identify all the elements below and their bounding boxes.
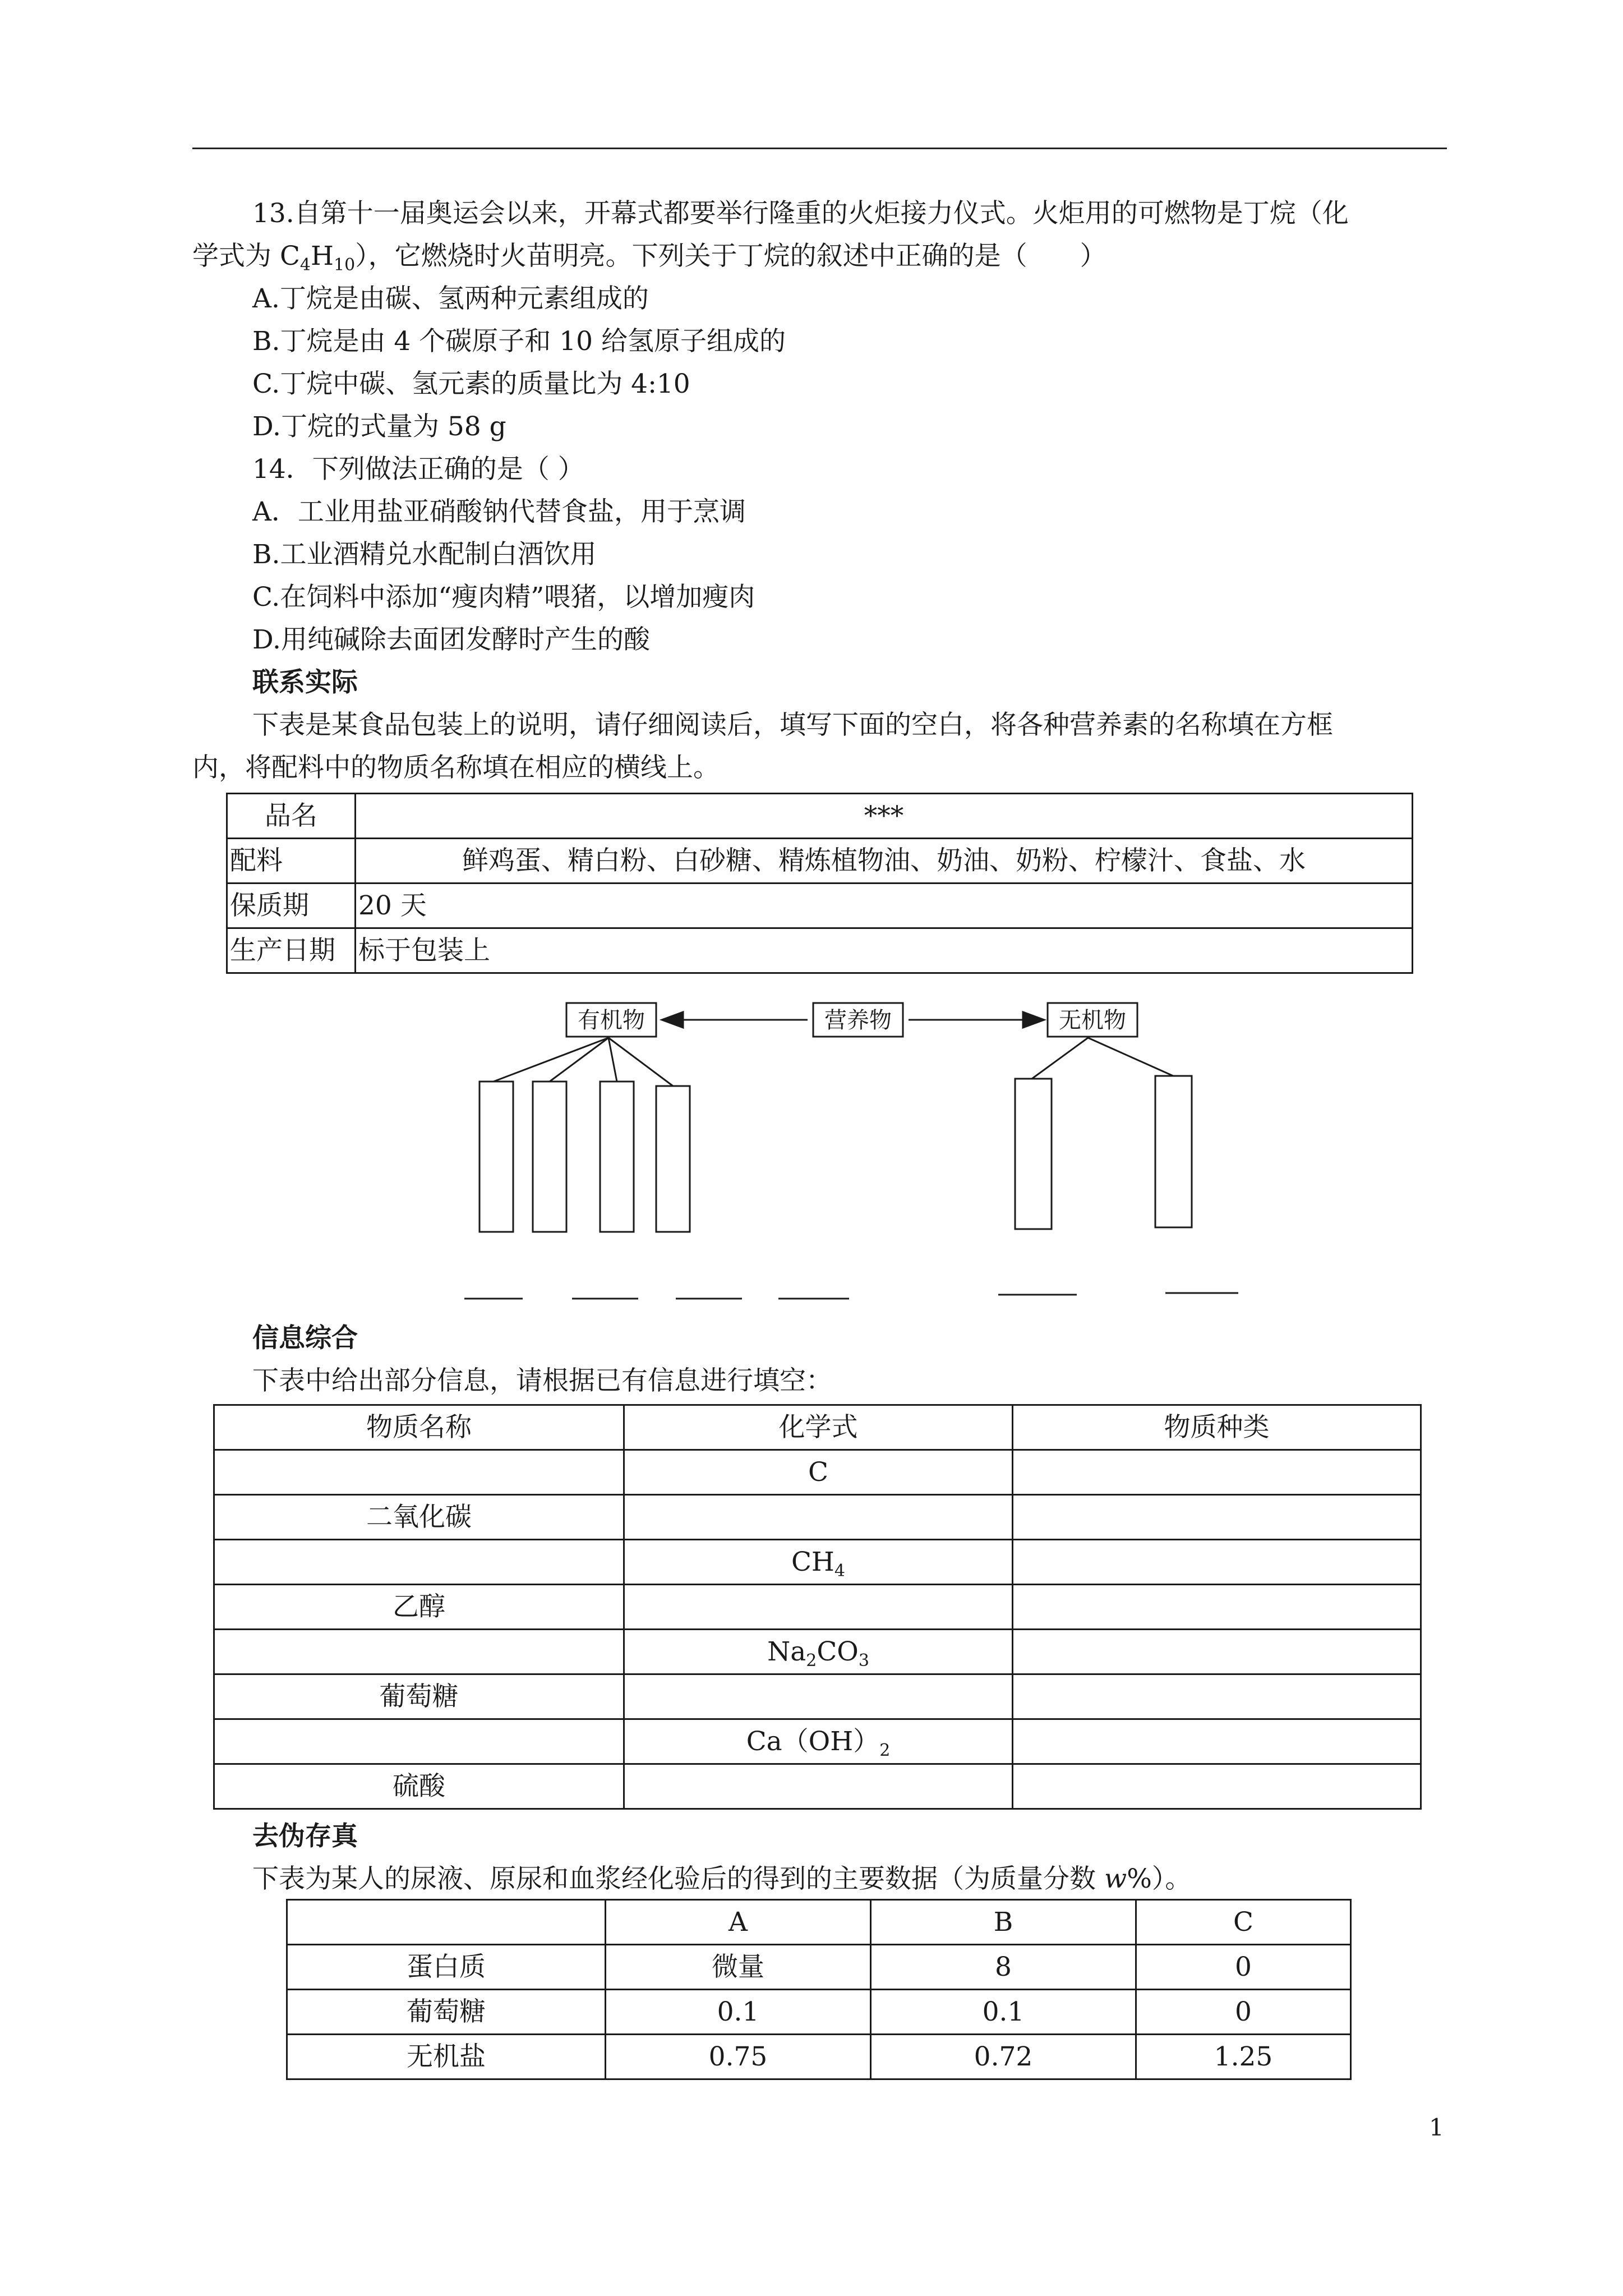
q14-option-b: B.工业酒精兑水配制白酒饮用 bbox=[252, 539, 597, 570]
category-cell bbox=[1013, 1585, 1421, 1630]
table-row bbox=[214, 1585, 1421, 1630]
substance-table bbox=[213, 1404, 1422, 1810]
section3-heading: 去伪存真 bbox=[252, 1821, 358, 1852]
table-cell: 0.1 bbox=[871, 1990, 1136, 2035]
category-cell bbox=[1013, 1764, 1421, 1809]
table-cell: 无机盐 bbox=[287, 2035, 606, 2079]
substance-name-cell bbox=[214, 1450, 624, 1495]
substance-name-cell: 葡萄糖 bbox=[214, 1674, 624, 1719]
blank-box bbox=[1155, 1076, 1192, 1227]
table-cell: 0.1 bbox=[606, 1990, 871, 2035]
table-cell: 保质期 bbox=[227, 884, 356, 928]
table-cell: 0.75 bbox=[606, 2035, 871, 2079]
table-cell: 20 天 bbox=[356, 884, 1413, 928]
table-row bbox=[214, 1719, 1421, 1764]
q13-line1: 13.自第十一届奥运会以来，开幕式都要举行隆重的火炬接力仪式。火炬用的可燃物是丁烷（化 bbox=[252, 198, 1349, 229]
table-header: C bbox=[1136, 1900, 1351, 1945]
table-row bbox=[227, 839, 1413, 884]
formula-cell bbox=[624, 1495, 1013, 1540]
table-cell: 生产日期 bbox=[227, 928, 356, 973]
organic-label: 有机物 bbox=[578, 1007, 645, 1033]
blank-box bbox=[479, 1082, 513, 1232]
section1-intro-line1: 下表是某食品包装上的说明，请仔细阅读后，填写下面的空白，将各种营养素的名称填在方框 bbox=[252, 710, 1333, 740]
table-cell: 配料 bbox=[227, 839, 356, 884]
formula-cell: $Na_2CO_3$ bbox=[624, 1630, 1013, 1674]
urine-data-table bbox=[286, 1899, 1352, 2080]
section1-heading: 联系实际 bbox=[252, 667, 358, 698]
q14-option-d: D.用纯碱除去面团发酵时产生的酸 bbox=[252, 624, 650, 655]
page-number: 1 bbox=[1429, 2114, 1444, 2141]
formula-cell: $CH_4$ bbox=[624, 1540, 1013, 1585]
table-row bbox=[214, 1450, 1421, 1495]
table-row bbox=[287, 1990, 1351, 2035]
category-cell bbox=[1013, 1540, 1421, 1585]
q13-option-d: D.丁烷的式量为 58 g bbox=[252, 411, 506, 442]
table-cell: 0 bbox=[1136, 1945, 1351, 1990]
substance-name-cell: 硫酸 bbox=[214, 1764, 624, 1809]
table-cell: 标于包装上 bbox=[356, 928, 1413, 973]
q13-line2: 学式为 $C_4H_{10}$），它燃烧时火苗明亮。下列关于丁烷的叙述中正确的是（ ） bbox=[192, 241, 1106, 275]
q13-option-b: B.丁烷是由 4 个碳原子和 10 给氢原子组成的 bbox=[252, 326, 786, 357]
formula-cell bbox=[624, 1585, 1013, 1630]
table-cell: 0 bbox=[1136, 1990, 1351, 2035]
table-row bbox=[227, 928, 1413, 973]
inorganic-label: 无机物 bbox=[1059, 1007, 1126, 1033]
blank-box bbox=[600, 1082, 634, 1232]
table-cell: 微量 bbox=[606, 1945, 871, 1990]
blank-box bbox=[533, 1082, 566, 1232]
food-label-table bbox=[226, 793, 1413, 974]
table-row bbox=[214, 1540, 1421, 1585]
substance-name-cell bbox=[214, 1719, 624, 1764]
arrow-head-left bbox=[662, 1012, 683, 1028]
formula-cell: $Ca(OH)_2$ bbox=[624, 1719, 1013, 1764]
q13-option-c: C.丁烷中碳、氢元素的质量比为 4:10 bbox=[252, 369, 690, 399]
formula-cell bbox=[624, 1764, 1013, 1809]
header-rule bbox=[192, 148, 1447, 149]
category-cell bbox=[1013, 1719, 1421, 1764]
table-cell: 8 bbox=[871, 1945, 1136, 1990]
table-cell: 鲜鸡蛋、精白粉、白砂糖、精炼植物油、奶油、奶粉、柠檬汁、食盐、水 bbox=[356, 839, 1413, 884]
table-cell: 1.25 bbox=[1136, 2035, 1351, 2079]
arrow-head-right bbox=[1023, 1012, 1044, 1028]
table-header: 物质种类 bbox=[1013, 1405, 1421, 1450]
nutrient-diagram bbox=[460, 997, 1256, 1312]
table-header: 化学式 bbox=[624, 1405, 1013, 1450]
q14-stem: 14．下列做法正确的是（ ） bbox=[252, 454, 584, 485]
q13-option-a: A.丁烷是由碳、氢两种元素组成的 bbox=[252, 283, 649, 314]
section2-intro: 下表中给出部分信息，请根据已有信息进行填空： bbox=[252, 1365, 832, 1396]
table-header-row bbox=[287, 1900, 1351, 1945]
section3-intro: 下表为某人的尿液、原尿和血浆经化验后的得到的主要数据（为质量分数 w%）。 bbox=[252, 1864, 1192, 1894]
table-cell: 蛋白质 bbox=[287, 1945, 606, 1990]
blank-box bbox=[1015, 1079, 1052, 1229]
table-cell: 葡萄糖 bbox=[287, 1990, 606, 2035]
table-header: 物质名称 bbox=[214, 1405, 624, 1450]
table-row bbox=[214, 1764, 1421, 1809]
category-cell bbox=[1013, 1495, 1421, 1540]
table-row bbox=[214, 1674, 1421, 1719]
table-row bbox=[214, 1495, 1421, 1540]
table-row bbox=[214, 1630, 1421, 1674]
nutrient-label: 营养物 bbox=[824, 1007, 892, 1033]
table-header: B bbox=[871, 1900, 1136, 1945]
table-cell: 0.72 bbox=[871, 2035, 1136, 2079]
category-cell bbox=[1013, 1450, 1421, 1495]
table-header: A bbox=[606, 1900, 871, 1945]
section2-heading: 信息综合 bbox=[252, 1323, 358, 1354]
table-cell: 品名 bbox=[227, 794, 356, 839]
table-row bbox=[287, 2035, 1351, 2079]
substance-name-cell: 乙醇 bbox=[214, 1585, 624, 1630]
formula-cell: C bbox=[624, 1450, 1013, 1495]
section1-intro-line2: 内，将配料中的物质名称填在相应的横线上。 bbox=[192, 752, 720, 783]
table-cell: *** bbox=[356, 794, 1413, 839]
q14-option-a: A．工业用盐亚硝酸钠代替食盐，用于烹调 bbox=[252, 496, 746, 527]
blank-box bbox=[656, 1086, 690, 1232]
q14-option-c: C.在饲料中添加“瘦肉精”喂猪，以增加瘦肉 bbox=[252, 582, 755, 613]
substance-name-cell bbox=[214, 1540, 624, 1585]
category-cell bbox=[1013, 1630, 1421, 1674]
category-cell bbox=[1013, 1674, 1421, 1719]
table-row bbox=[227, 884, 1413, 928]
substance-name-cell bbox=[214, 1630, 624, 1674]
table-header bbox=[287, 1900, 606, 1945]
table-row bbox=[227, 794, 1413, 839]
substance-name-cell: 二氧化碳 bbox=[214, 1495, 624, 1540]
table-row bbox=[287, 1945, 1351, 1990]
formula-cell bbox=[624, 1674, 1013, 1719]
table-header-row bbox=[214, 1405, 1421, 1450]
